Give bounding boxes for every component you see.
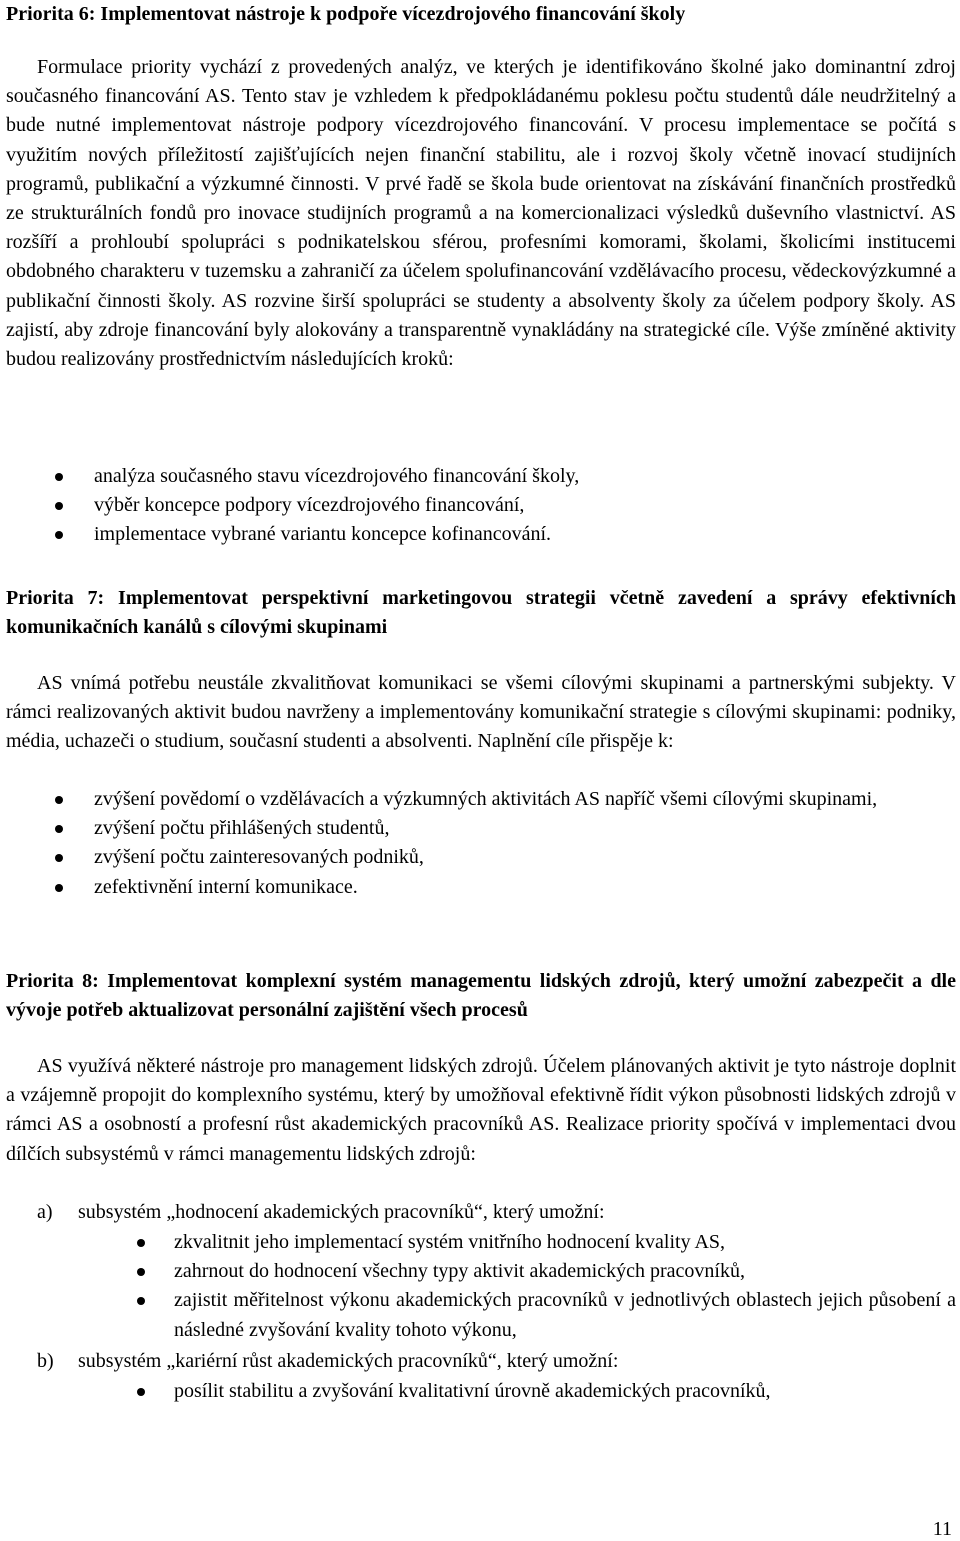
subsystem-a-marker: a): [37, 1201, 53, 1223]
page-number: 11: [932, 1518, 952, 1540]
bullet-icon: [137, 1388, 145, 1396]
priority-6-heading: Priorita 6: Implementovat nástroje k podpoře vícezdrojového financování školy: [6, 3, 686, 25]
list-item: analýza současného stavu vícezdrojového financování školy,: [6, 462, 956, 491]
bullet-icon: [55, 854, 63, 862]
list-item: zefektivnění interní komunikace.: [6, 873, 956, 902]
priority-6-bullet-list: [6, 462, 956, 550]
bullet-icon: [55, 825, 63, 833]
bullet-icon: [55, 796, 63, 804]
subsystem-b-text: subsystém „kariérní růst akademických pracovníků“, který umožní:: [78, 1350, 619, 1372]
subsystem-b: [6, 1347, 956, 1377]
priority-7-paragraph: AS vnímá potřebu neustále zkvalitňovat komunikaci se všemi cílovými skupinami a partnerskými subjekty. V rámci realizovaných aktivit budou navrženy a implementovány komunikační strategie s cílovými skupinami: podniky, média, uchazeči o studium, současní studenti a absolventi. Naplnění cíle přispěje k:: [6, 672, 956, 753]
list-item: zajistit měřitelnost výkonu akademických pracovníků v jednotlivých oblastech jejich působení a následné zvyšování kvality tohoto výkonu,: [6, 1286, 956, 1344]
bullet-icon: [137, 1297, 145, 1305]
bullet-icon: [55, 531, 63, 539]
list-item: zvýšení povědomí o vzdělávacích a výzkumných aktivitách AS napříč všemi cílovými skupinami,: [6, 785, 956, 814]
list-item: implementace vybrané variantu koncepce kofinancování.: [6, 520, 956, 549]
bullet-icon: [137, 1268, 145, 1276]
list-item: zvýšení počtu přihlášených studentů,: [6, 814, 956, 843]
priority-7-heading: Priorita 7: Implementovat perspektivní marketingovou strategii včetně zavedení a správy efektivních komunikačních kanálů s cílovými skupinami: [6, 587, 956, 638]
list-item: posílit stabilitu a zvyšování kvalitativní úrovně akademických pracovníků,: [6, 1377, 956, 1406]
subsystem-a-bullet-list: [6, 1228, 956, 1345]
bullet-icon: [137, 1239, 145, 1247]
subsystem-b-marker: b): [37, 1350, 54, 1372]
priority-8-paragraph: AS využívá některé nástroje pro management lidských zdrojů. Účelem plánovaných aktivit je tyto nástroje doplnit a vzájemně propojit do komplexního systému, který by umožňoval efektivně řídit výkon působnosti lidských zdrojů v rámci AS a osobností a profesní růst akademických pracovníků AS. Realizace priority spočívá v implementaci dvou dílčích subsystémů v rámci managementu lidských zdrojů:: [6, 1055, 956, 1165]
list-item: zvýšení počtu zainteresovaných podniků,: [6, 843, 956, 872]
bullet-icon: [55, 502, 63, 510]
priority-6-paragraph: Formulace priority vychází z provedených analýz, ve kterých je identifikováno školné jako dominantní zdroj současného financování AS. Tento stav je vzhledem k předpokládanému poklesu počtu studentů dále neudržitelný a bude nutné implementovat nástroje podpory vícezdrojového financování. V procesu implementace se počítá s využitím nových příležitostí zajišťujících nejen finanční stabilitu, ale i rozvoj školy včetně inovací studijních programů, publikační a výzkumné činnosti. V prvé řadě se škola bude orientovat na získávání finančních prostředků ze strukturálních fondů pro inovace studijních programů a na komercionalizaci výsledků duševního vlastnictví. AS rozšíří a prohloubí spolupráci s podnikatelskou sférou, profesními komorami, školami, školicími institucemi obdobného charakteru v tuzemsku a zahraničí za účelem spolufinancování vzdělávacího procesu, vědeckovýzkumné a publikační činnosti školy. AS rozvine širší spolupráci se studenty a absolventy školy za účelem podpory školy. AS zajistí, aby zdroje financování byly alokovány a transparentně vynakládány na strategické cíle. Výše zmíněné aktivity budou realizovány prostřednictvím následujících kroků:: [6, 56, 956, 371]
list-item: výběr koncepce podpory vícezdrojového financování,: [6, 491, 956, 520]
subsystem-a-text: subsystém „hodnocení akademických pracovníků“, který umožní:: [78, 1201, 605, 1223]
subsystem-b-bullet-list: [6, 1377, 956, 1406]
list-item: zkvalitnit jeho implementací systém vnitřního hodnocení kvality AS,: [6, 1228, 956, 1257]
list-item: zahrnout do hodnocení všechny typy aktivit akademických pracovníků,: [6, 1257, 956, 1286]
bullet-icon: [55, 884, 63, 892]
subsystem-a: [6, 1198, 956, 1228]
priority-8-heading: Priorita 8: Implementovat komplexní systém managementu lidských zdrojů, který umožní zabezpečit a dle vývoje potřeb aktualizovat personální zajištění všech procesů: [6, 970, 956, 1021]
bullet-icon: [55, 473, 63, 481]
priority-7-bullet-list: [6, 785, 956, 902]
